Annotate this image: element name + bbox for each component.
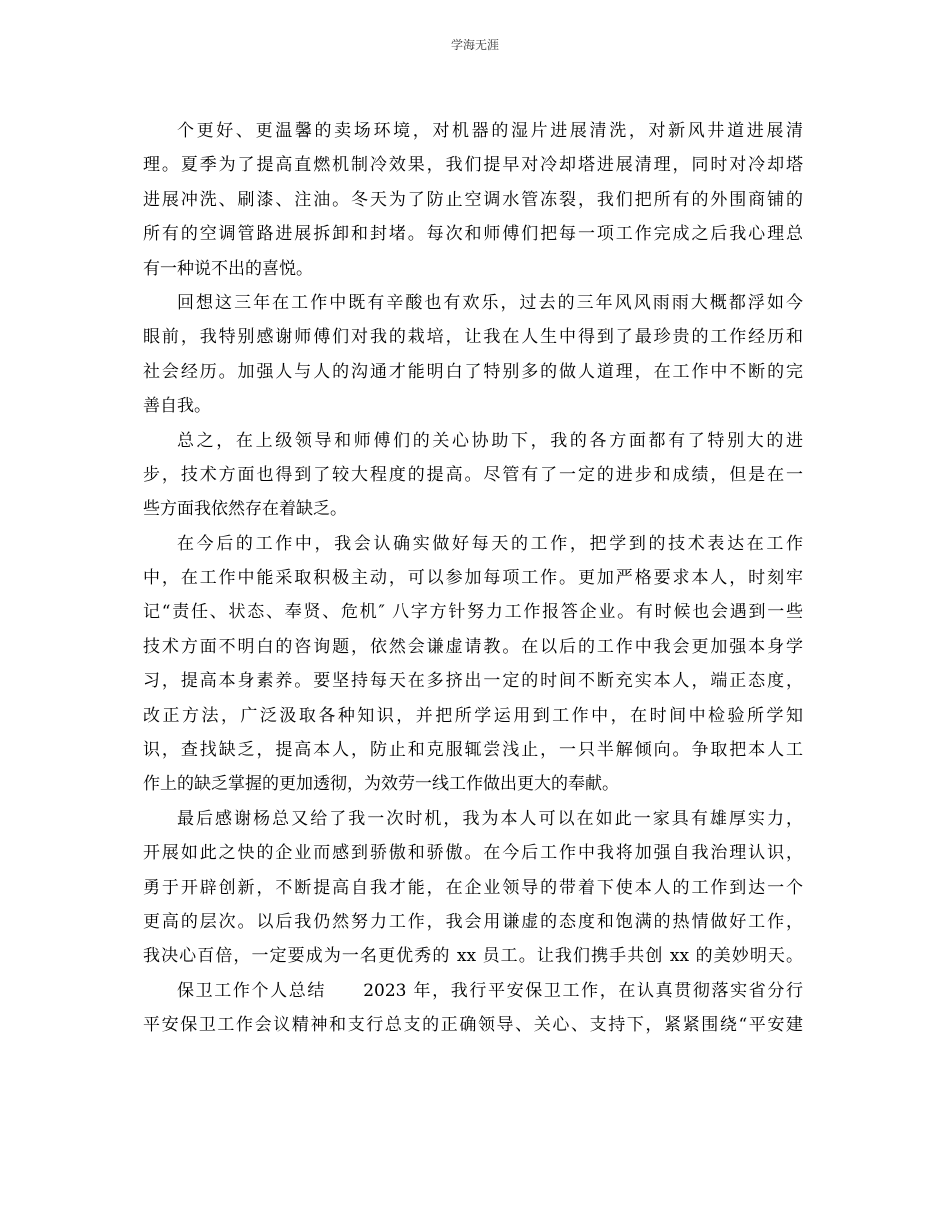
text-line: 识，查找缺乏，提高本人，防止和克服辄尝浅止，一只半解倾向。争取把本人工 [143,740,803,761]
text-line: 平安保卫工作会议精神和支行总支的正确领导、关心、支持下，紧紧围绕“平安建 [143,1015,803,1036]
text-line: 理。夏季为了提高直燃机制冷效果，我们提早对冷却塔进展清理，同时对冷却塔 [143,155,803,176]
text-line: 更高的层次。以后我仍然努力工作，我会用谦虚的态度和饱满的热情做好工作， [143,911,803,932]
text-line: 在今后的工作中，我会认确实做好每天的工作，把学到的技术表达在工作 [177,533,803,554]
text-line: 技术方面不明白的咨询题，依然会谦虚请教。在以后的工作中我会更加强本身学 [143,636,803,657]
text-line: 开展如此之快的企业而感到骄傲和骄傲。在今后工作中我将加强自我治理认识， [143,843,803,864]
text-line: 记“责任、状态、奉贤、危机″ 八字方针努力工作报答企业。有时候也会遇到一些 [143,602,803,623]
text-line: 中，在工作中能采取积极主动，可以参加每项工作。更加严格要求本人，时刻牢 [143,568,803,589]
text-line: 步，技术方面也得到了较大程度的提高。尽管有了一定的进步和成绩，但是在一 [143,464,803,485]
text-line: 个更好、更温馨的卖场环境，对机器的湿片进展清洗，对新风井道进展清 [177,121,803,141]
text-line: 最后感谢杨总又给了我一次时机，我为本人可以在如此一家具有雄厚实力， [177,808,803,829]
text-line: 习，提高本身素养。要坚持每天在多挤出一定的时间不断充实本人，端正态度， [143,671,803,692]
page-header: 学海无涯 [450,38,499,52]
text-line: 回想这三年在工作中既有辛酸也有欢乐，过去的三年风风雨雨大概都浮如今 [177,292,803,313]
text-line: 作上的缺乏掌握的更加透彻，为效劳一线工作做出更大的奉献。 [143,774,619,795]
text-line: 些方面我依然存在着缺乏。 [143,499,347,520]
text-line: 我决心百倍，一定要成为一名更优秀的 xx 员工。让我们携手共创 xx 的美妙明天。 [143,946,803,967]
text-line: 眼前，我特别感谢师傅们对我的栽培，让我在人生中得到了最珍贵的工作经历和 [143,327,803,348]
text-line: 总之，在上级领导和师傅们的关心协助下，我的各方面都有了特别大的进 [177,430,803,451]
document-body [143,114,803,1043]
text-line: 改正方法，广泛汲取各种知识，并把所学运用到工作中，在时间中检验所学知 [143,705,803,726]
text-line: 所有的空调管路进展拆卸和封堵。每次和师傅们把每一项工作完成之后我心理总 [143,224,803,245]
text-line: 善自我。 [143,396,211,417]
text-line: 进展冲洗、刷漆、注油。冬天为了防止空调水管冻裂，我们把所有的外围商铺的 [143,189,803,210]
text-line: 保卫工作个人总结 2023 年，我行平安保卫工作，在认真贯彻落实省分行 [177,980,803,1001]
text-line: 有一种说不出的喜悦。 [143,258,313,279]
text-line: 社会经历。加强人与人的沟通才能明白了特别多的做人道理，在工作中不断的完 [143,361,803,382]
text-line: 勇于开辟创新，不断提高自我才能，在企业领导的带着下使本人的工作到达一个 [143,877,803,898]
